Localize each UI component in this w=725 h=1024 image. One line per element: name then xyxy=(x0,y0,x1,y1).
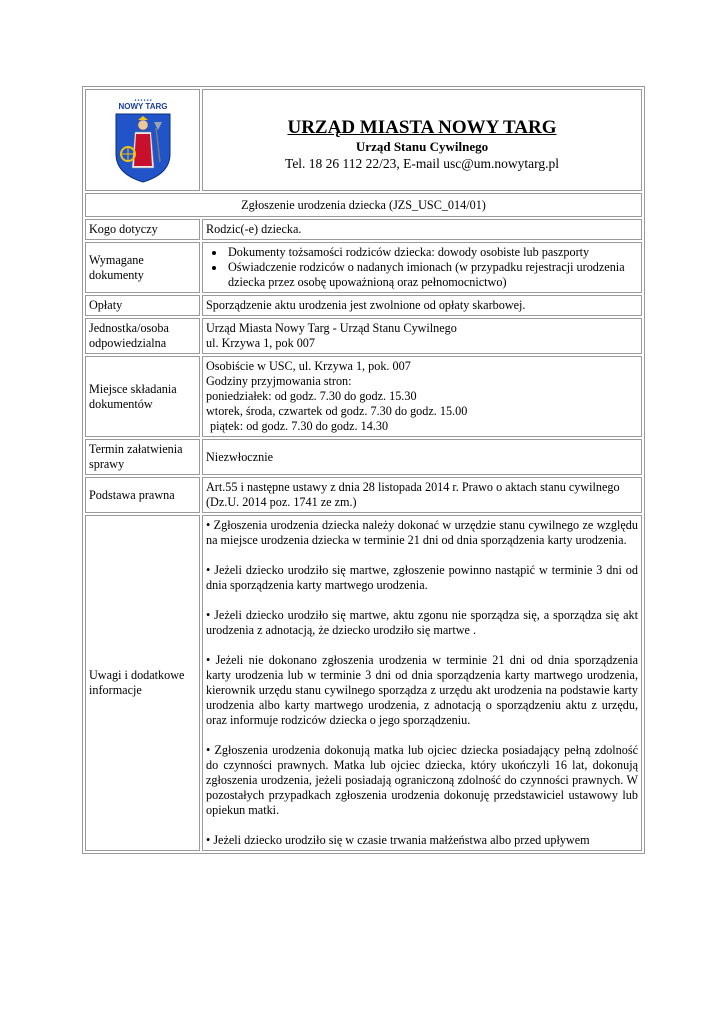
form-title-row xyxy=(85,193,642,217)
row-label: Jednostka/osoba odpowiedzialna xyxy=(85,318,200,354)
office-contact: Tel. 18 26 112 22/23, E-mail usc@um.nowytarg.pl xyxy=(285,156,559,171)
row-value: Sporządzenie aktu urodzenia jest zwolnione od opłaty skarbowej. xyxy=(202,295,642,316)
note-paragraph: • Zgłoszenia urodzenia dziecka należy dokonać w urzędzie stanu cywilnego ze względu na miejsce urodzenia dziecka w terminie 21 dni od dnia sporządzenia karty urodzenia. xyxy=(206,518,638,547)
row-jednostka xyxy=(85,318,642,354)
row-label: Wymagane dokumenty xyxy=(85,242,200,293)
note-paragraph: • Jeżeli dziecko urodziło się martwe, zgłoszenie powinno nastąpić w terminie 3 dni od dnia sporządzenia karty martwego urodzenia. xyxy=(206,563,638,592)
note-paragraph: • Jeżeli dziecko urodziło się martwe, aktu zgonu nie sporządza się, a sporządza się akt urodzenia z adnotacją, że dziecko urodziło się martwe . xyxy=(206,608,638,637)
value-line: Urząd Miasta Nowy Targ - Urząd Stanu Cywilnego xyxy=(206,321,457,335)
row-value xyxy=(202,356,642,437)
logo-title: NOWY TARG xyxy=(117,102,168,111)
row-label: Termin załatwienia sprawy xyxy=(85,439,200,475)
row-value: Niezwłocznie xyxy=(202,439,642,475)
logo-cell xyxy=(85,89,200,191)
form-title: Zgłoszenie urodzenia dziecka (JZS_USC_014/01) xyxy=(85,193,642,217)
row-wymagane-dokumenty xyxy=(85,242,642,293)
list-item: • Dokumenty tożsamości rodziców dziecka: dowody osobiste lub paszporty xyxy=(226,245,638,260)
row-label: Kogo dotyczy xyxy=(85,219,200,240)
note-paragraph: • Jeżeli nie dokonano zgłoszenia urodzenia w terminie 21 dni od dnia sporządzenia karty urodzenia lub w terminie 3 dni od dnia sporządzenia karty martwego urodzenia, kierownik urzędu stanu cywilnego sporządza z urzędu akt urodzenia na podstawie karty urodzenia albo karty martwego urodzenia, z adnotacją o sporządzeniu aktu z urzędu, oraz informuje rodziców dziecka o jego sporządzeniu. xyxy=(206,653,638,727)
office-subtitle: Urząd Stanu Cywilnego xyxy=(355,139,489,154)
header-row xyxy=(85,89,642,191)
city-coat-of-arms xyxy=(108,92,178,184)
documents-list xyxy=(206,245,638,290)
info-card-table xyxy=(82,86,645,854)
row-label: Opłaty xyxy=(85,295,200,316)
row-miejsce-skladania xyxy=(85,356,642,437)
row-oplaty xyxy=(85,295,642,316)
note-paragraph: • Zgłoszenia urodzenia dokonują matka lub ojciec dziecka posiadający pełną zdolność do czynności prawnych. Matka lub ojciec dziecka, który ukończyli 16 lat, dokonują zgłoszenia urodzenia, jeżeli posiadają ograniczoną zdolność do czynności prawnych. W pozostałych przypadkach zgłoszenia urodzenia dokonuję przedstawiciel ustawowy lub opiekun matki. xyxy=(206,743,638,817)
row-label: Uwagi i dodatkowe informacje xyxy=(85,515,200,851)
row-uwagi xyxy=(85,515,642,851)
row-value: Art.55 i następne ustawy z dnia 28 listopada 2014 r. Prawo o aktach stanu cywilnego (Dz.U. 2014 poz. 1741 ze zm.) xyxy=(202,477,642,513)
row-value xyxy=(202,242,642,293)
list-item: • Oświadczenie rodziców o nadanych imionach (w przypadku rejestracji urodzenia dziecka przez osobę upoważnioną oraz pełnomocnictwo) xyxy=(226,260,638,290)
row-value: Rodzic(-e) dziecka. xyxy=(202,219,642,240)
row-value xyxy=(202,318,642,354)
row-termin xyxy=(85,439,642,475)
svg-text:● ● ● ● ● ●: ● ● ● ● ● ● xyxy=(133,98,152,102)
office-name: URZĄD MIASTA NOWY TARG xyxy=(287,117,557,138)
value-line: ul. Krzywa 1, pok 007 xyxy=(206,336,315,350)
value-line: poniedziałek: od godz. 7.30 do godz. 15.30 xyxy=(206,389,417,403)
value-line: wtorek, środa, czwartek od godz. 7.30 do godz. 15.00 xyxy=(206,404,468,418)
value-line: Osobiście w USC, ul. Krzywa 1, pok. 007 xyxy=(206,359,411,373)
row-label: Podstawa prawna xyxy=(85,477,200,513)
notes-cell xyxy=(202,515,642,851)
row-kogo-dotyczy xyxy=(85,219,642,240)
value-line: Godziny przyjmowania stron: xyxy=(206,374,352,388)
row-label: Miejsce składania dokumentów xyxy=(85,356,200,437)
row-podstawa-prawna xyxy=(85,477,642,513)
note-paragraph: • Jeżeli dziecko urodziło się w czasie trwania małżeństwa albo przed upływem xyxy=(206,833,590,847)
value-line: piątek: od godz. 7.30 do godz. 14.30 xyxy=(210,419,389,433)
office-header xyxy=(202,89,642,191)
